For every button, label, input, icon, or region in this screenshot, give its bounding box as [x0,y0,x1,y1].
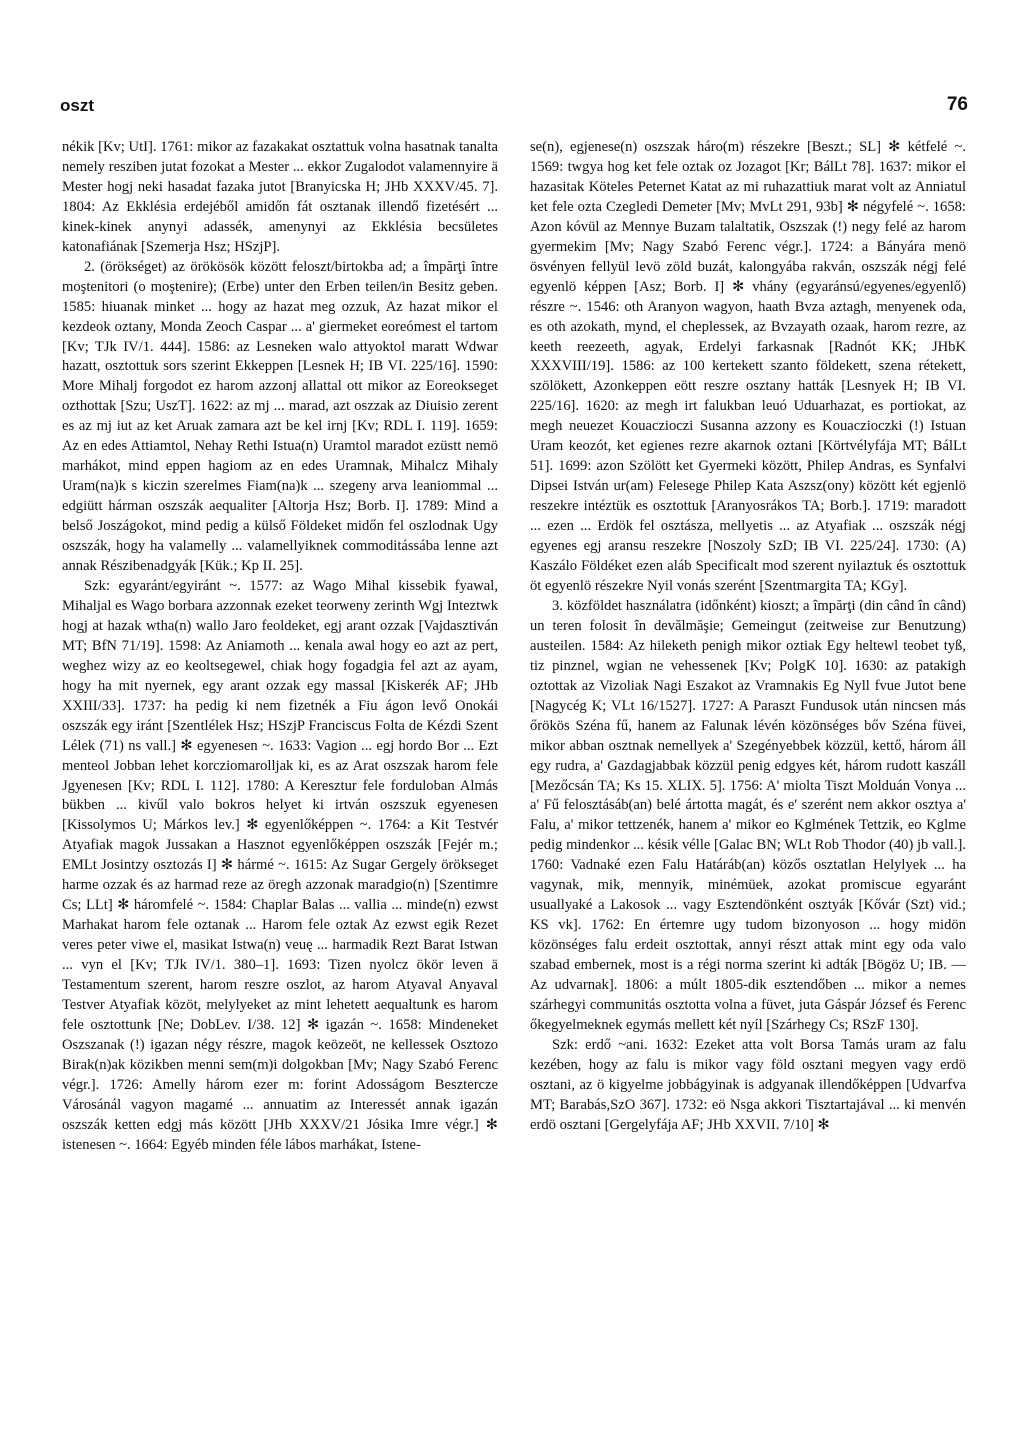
entry-paragraph: Szk: egyaránt/egyiránt ~. 1577: az Wago Mihal kissebik fyawal, Mihaljal es Wago borbara azzonnak ezeket teorweny zerinth Wgj Inteztwk hogj at hazak wtha(n) wallo Jaro feoldeket, egj arant ozzak [Vajdasztiván MT; BfN 71/19]. 1598: Az Aniamoth ... kenala awal hogy eo azt az pert, weghez wizy az eo keoltsegewel, chiak hogy fogadgia fel azt az ayam, hogy ha mit nyernek, egy arant ozzak egy massal [Kiskerék AF; JHb XXIII/33]. 1737: ha pedig ki nem fizetnék a Fiu ágon levő Onokái oszszák egy iránt [Szentlélek Hsz; HSzjP Franciscus Folta de Kézdi Szent Lélek (71) ns vall.] ✻ egyenesen ~. 1633: Vagion ... egj hordo Bor ... Ezt menteol Jobban lehet korcziomarolljak ki, es az Arat oszszak harom fele Jgyenesen [Kv; RDL I. 112]. 1780: A Keresztur fele forduloban Almás bükben ... kivűl valo bokros helyet ki irtván oszszuk egyenesen [Kissolymos U; Márkos lev.] ✻ egyenlőképpen ~. 1764: a Kit Testvér Atyafiak magok Jussakan a Hasznot egyenlőképpen oszszák [Fejér m.; EMLt Josintzy osztozás I] ✻ hármé ~. 1615: Az Sugar Gergely örökseget harme ozzak és az harmad reze az öregh azzonak maradgio(n) [Szentimre Cs; LLt] ✻ háromfelé ~. 1584: Chaplar Balas ... vallia ... minde(n) ezwst Marhakat harom fele oztanak ... Harom fele oztak Az ezwst egik Rezet veres peter viwe el, masikat Istwa(n) veuę ... harmadik Rezt Barat Istwan ... vyn el [Kv; TJk IV/1. 380–1]. 1693: Tizen nyolcz ökör leven ä Testamentum szerent, harom reszre oszlot, az harom Atyaval Anyaval Testver Atyafiak közöt, melylyeket az mint lehetett aequaltunk es harom fele osztottunk [Ne; DobLev. I/38. 12] ✻ igazán ~. 1658: Mindeneket Oszszanak (!) igazan négy részre, magok keözeöt, ne kellessek Osztozo Birak(n)ak közikben menni sem(m)i dolgokban [Mv; Nagy Szabó Ferenc végr.]. 1726: Amelly három ezer m: forint Adosságom Besztercze Városánál vagyon magamé ... annuatim az Interessét annak igazán oszszák ketten edgj más között [JHb XXXV/21 Jósika Imre végr.] ✻ istenesen ~. 1664: Egyéb minden féle lábos marhákat, Istene- [62,577,498,1153]
entry-paragraph: nékik [Kv; UtI]. 1761: mikor az fazakakat osztattuk volna hasatnak tanalta nemely resziben jutat fozokat a Mester ... ekkor Zugalodot valamennyire ä Mester hogj neki hasadat fazaka jutot [Branyicska H; JHb XXXV/45. 7]. 1804: Az Ekklésia erdejéből amidőn fát osztanak illendő fizetésért ... kinek-kinek anynyi adassék, amenynyi az Ekklésia becsületes katonafiának [Szemerja Hsz; HSzjP]. [62,139,498,255]
entry-paragraph: se(n), egjenese(n) oszszak háro(m) részekre [Beszt.; SL] ✻ kétfelé ~. 1569: twgya hog ket fele oztak oz Jozagot [Kr; BálLt 78]. 1637: mikor el hazasitak Köteles Peternet Katat az mi ruhazattiuk marat volt az Anniatul ket fele ozta Czegledi Demeter [Mv; MvLt 291, 93b] ✻ négyfelé ~. 1658: Azon kóvül az Mennye Buzam talaltatik, Oszszak (!) negy felé az harom gyermekim [Mv; Nagy Szabó Ferenc végr.]. 1724: a Bányára menö ösvényen fellyül levö zöld buzát, kalongyába rakván, oszszák négj felé egyenlö képpen [Asz; Borb. I] ✻ vhány (egyaránsú/egyenes/egyenlő) részre ~. 1546: oth Aranyon wagyon, haath Bvza aztagh, menyenek oda, es oth azokath, mynd, el cheplessek, az Bvzayath ozaak, harom rezre, az keeth reezeeth, agyak, Erdelyi farkasnak [Radnót KK; JHbK XXXVIII/19]. 1586: az 100 kertekett szanto földekett, szena rétekett, szölökett, Azonkeppen eött reszre osztany hatták [Lesnyek H; IB VI. 225/16]. 1620: az megh irt falukban leuó Uduarhazat, es portiokat, az megh neuezet Kouaczioczi Susanna azzony es Kouaczioczki (!) Istuan Uram keozót, ket egienes rezre akarnok oztani [Körtvélyfája MT; BálLt 51]. 1699: azon Szölött ket Gyermeki között, Philep Andras, es Synfalvi Dipsei István ur(am) Felesege Philep Kata Aszsz(ony) között két egjenlö reszekre intéztük es osztottuk [Aranyosrákos TA; Borb.]. 1719: maradott ... ezen ... Erdök fel osztásza, mellyetis ... az Atyafiak ... oszszák négj egyenes egj aransu reszekre [Noszoly SzD; IB VI. 225/24]. 1730: (A) Kaszálo Földéket ezen aláb Specificalt mod szerent nyilaztuk és osztottuk öt egyenlö részekre Nyil vonás szerént [Szentmargita TA; KGy]. [530,139,966,594]
left-column [62,138,498,1156]
page-number: 76 [946,94,968,115]
entry-paragraph: Szk: erdő ~ani. 1632: Ezeket atta volt Borsa Tamás uram az falu kezében, hogy az falu is mikor vagy föld osztani megyen vagy erdö osztani, az ö kigyelme jobbágyinak is adgyanak illendőképpen [Udvarfva MT; Barabás,SzO 367]. 1732: eö Nsga akkori Tisztartajával ... ki menvén erdö osztani [Gergelyfája AF; JHb XXVII. 7/10] ✻ [530,1036,966,1133]
right-column [530,138,966,1136]
entry-paragraph: 3. közföldet használatra (időnként) kioszt; a împărţi (din când în când) un teren folosit în devălmăşie; Gemeingut (zeitweise zur Benutzung) austeilen. 1584: Az hileketh penigh mikor oztiak Egy heltewl teobet tyß, tiz pinznel, wgian ne vehessenek [Kv; PolgK 10]. 1630: az patakigh oztottak az Vizoliak Nagi Eszakot az Vramnakis Eg Nyll fvue Jutot bene [Nagycég K; VLt 16/1527]. 1727: A Paraszt Fundusok után nincsen más őrökös Széna fű, hanem az Falunak lévén közönséges bőv Széna füvei, mikor abban osztnak nemellyek a' Szegényebbek közzül, kettő, három áll egy rudra, a' Gazdagjabbak közzül penig edgyes két, három rudott kaszáll [Mezőcsán TA; Ks 15. XLIX. 5]. 1756: A' miolta Tiszt Molduán Vonya ... a' Fű felosztásáb(an) belé ártotta magát, és e' szerént nem akkor osztya a' Falu, a' mikor tettzenék, hanem a' mikor eo Kglmének Tettzik, eo Kglme pedig mindenkor ... késik vélle [Galac BN; WLt Rob Thodor (40) jb vall.]. 1760: Vadnaké ezen Falu Határáb(an) közős osztatlan Helylyek ... ha vagynak, mik, mennyik, minémüek, azokat promiscue egyaránt usuallyaké a Lakosok ... vagy Esztendönként osztyák [Kővár (Szt) vid.; KS vk]. 1762: En értemre ugy tudom bizonyoson ... hogy midön közönséges falu erdeit osztottak, annyi részt attak mint egy oda valo szabad embernek, most is a régi norma szerint ki adták [Bögöz U; IB. — Az udvarnak]. 1806: a múlt 1805-dik esztendőben ... mikor a nemes szárhegyi communitás osztotta volna a füvet, juta Gáspár József és Ferenc őkegyelmeknek egymás mellett két nyíl [Szárhegy Cs; RSzF 130]. [530,597,966,1033]
entry-paragraph: 2. (örökséget) az örökösök között feloszt/birtokba ad; a împărţi între moştenitori (o moştenire); (Erbe) unter den Erben teilen/in Besitz geben. 1585: hiuanak minket ... hogy az hazat meg ozzuk, Az hazat mikor el kezdeok oztany, Monda Zeoch Caspar ... a' giermeket eoreómest el tartom [Kv; TJk IV/1. 444]. 1586: az Lesneken walo attyoktol maratt Wdwar hazatt, osztottuk sors szerint Ekkeppen [Lesnek H; IB VI. 225/16]. 1590: More Mihalj forgodot ez harom azzonj allattal ott mikor az Eoreokseget ozthottak [Szu; UszT]. 1622: az mj ... marad, azt oszzak az Diuisio zerent es az mj iut az ket Aruak zamara azt be kel irnj [Kv; RDL I. 119]. 1659: Az en edes Attiamtol, Nehay Rethi Istua(n) Uramtol maradot ezüstt nemö marhákot, mind eppen hagiom az en edes Uramnak, Mihalcz Mihaly Uram(na)k s kiczin szerelmes Fiam(na)k ... szegeny arva leaniommal ... edgiütt hárman oszszák aequaliter [Altorja Hsz; Borb. I]. 1789: Mind a belső Joszágokot, mind pedig a külső Földeket midőn fel oszlodnak Ugy oszszák, hogy ha valamelly ... valamellyiknek commoditássába lenne azt annak Részibenadgyák [Kük.; Kp II. 25]. [62,258,498,575]
head-word: oszt [60,96,94,115]
